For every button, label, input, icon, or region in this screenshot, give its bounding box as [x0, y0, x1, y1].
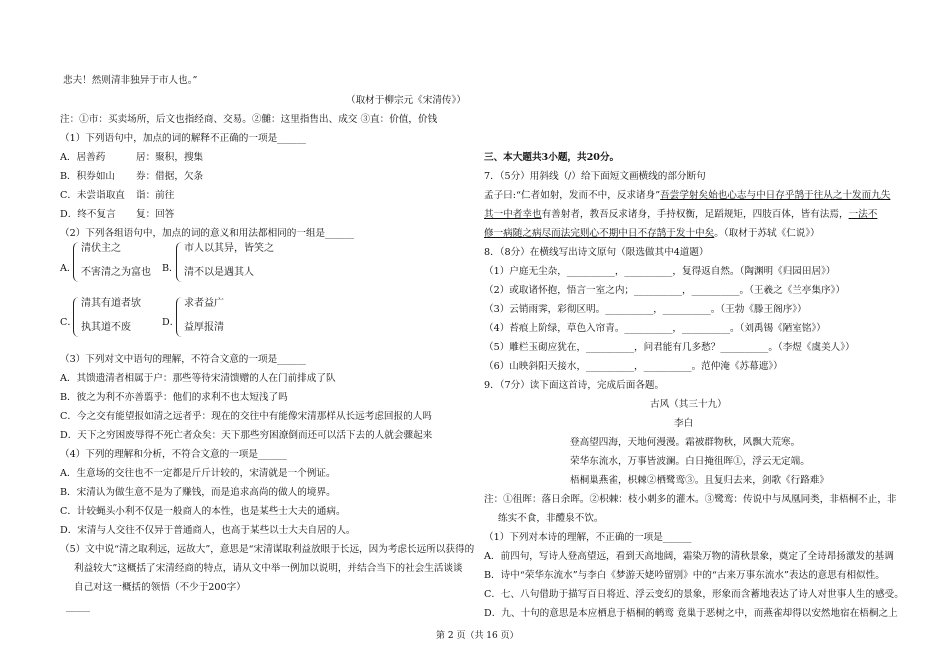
q2-option-b-brace — [176, 242, 183, 282]
poem-note-1: 注：①徂晖：落日余晖。②枳棘：枝小刺多的灌木。③鹭鸾：传说中与凤凰同类，非梧桐不止，非 — [484, 494, 897, 505]
q9-option-a: A．前四句，写诗人登高望远，看到天高地阔，霜染万物的清秋景象，奠定了全诗昂扬激发的基调 — [484, 551, 894, 562]
q2-option-d-brace — [176, 297, 183, 337]
q7-text-line3 — [484, 227, 820, 240]
annotation: 注：①市：买卖场所，后文也指经商、交易。②雠：这里指售出、成交 ③直：价值，价钱 — [60, 114, 438, 125]
passage-end: 悲夫！然则清非独异于市人也。” — [63, 75, 198, 86]
q2-option-a-label: A． — [60, 263, 77, 274]
q1-option-a-expl: 居：聚积，搜集 — [136, 152, 204, 163]
poem-line-1: 登高望四海，天地何漫漫。霜被群物秋，风飘大荒寒。 — [570, 437, 801, 448]
poem-author: 李白 — [674, 418, 694, 429]
q4-option-a: A．生意场的交往也不一定都是斤斤计较的，宋清就是一个例证。 — [60, 468, 336, 479]
q8-item-5: （5）雕栏玉砌应犹在，__________，问君能有几多愁？__________。（李煜《虞美人》） — [484, 342, 855, 353]
q2-option-a-brace — [73, 242, 80, 282]
q2-option-c-label: C． — [60, 317, 77, 328]
q4-option-b: B．宋清认为做生意不是为了赚钱，而是追求高尚的做人的境界。 — [60, 487, 336, 498]
q1-option-d: D．终不复言 — [60, 209, 116, 220]
q3-option-d: D．天下之穷困废辱得不死亡者众矣：天下那些穷困潦倒而还可以活下去的人就会骤起来 — [60, 430, 433, 441]
q7-underlined-2a: 其一中者幸也 — [484, 209, 542, 220]
q2-option-b-line2: 清不以是遇其人 — [184, 267, 254, 278]
q8-item-4: （4）苔痕上阶绿，草色入帘青。__________，__________。（刘禹锡《陋室铭》） — [484, 323, 826, 334]
q8-item-6: （6）山映斜阳天接水，__________，__________。范仲淹《苏幕遮》） — [484, 361, 783, 372]
q2-option-c-line1: 清其有道者欤 — [81, 298, 141, 309]
q7-text-line1 — [484, 189, 890, 202]
q3-option-b: B．彼之为利不亦善翦乎：他们的求利不也太短浅了吗 — [60, 392, 288, 403]
q7-text-2b: 有善射者，教吾反求诸身，手持权衡，足蹈规矩，四肢百体，皆有法焉， — [541, 209, 849, 220]
q7-text-line2 — [484, 208, 877, 221]
q7-underlined-1b: 吾尝学射矣始也心志与中日存乎鹄于往从之十发而九失 — [660, 190, 891, 201]
q2-option-d-line2: 益厚报清 — [184, 322, 224, 333]
q2-option-d-line1: 求者益广 — [184, 298, 224, 309]
q2-option-b-label: B． — [162, 263, 179, 274]
poem-line-2: 荣华东流水，万事皆波澜。白日掩徂晖①，浮云无定端。 — [570, 456, 810, 467]
question-2: （2）下列各组语句中，加点的词的意义和用法都相同的一组是______ — [60, 228, 354, 239]
q1-option-b: B．积券如山 — [60, 171, 116, 182]
q9-option-b: B．诗中“荣华东流水”与李白《梦游天姥吟留别》中的“古来万事东流水”表达的意思有相似性。 — [484, 570, 885, 581]
q8-item-2: （2）或取诸怀抱，悟言一室之内；__________，__________。（王羲之《兰亭集序》） — [484, 285, 846, 296]
question-7: 7．（5分）用斜线（/）给下面短文画横线的部分断句 — [484, 171, 706, 182]
q7-underlined-2c: 一法不 — [848, 209, 878, 220]
q2-option-c-line2: 执其道不废 — [81, 322, 131, 333]
q9-option-c: C．七、八句借助于描写百日将近、浮云变幻的景象，形象而含蓄地表达了诗人对世事人生的感受。 — [484, 589, 904, 600]
question-5-line2: 利益较大”这概括了宋清经商的特点，请从文中举一例加以说明，并结合当下的社会生活谈谈 — [74, 563, 463, 574]
q7-underlined-3a: 修一病随之病尽而法完则心不期中日不存鹄于发十中矣 — [484, 228, 715, 239]
q7-text-1a: 孟子曰:“仁者如射，发而不中，反求诸身” — [484, 190, 661, 201]
answer-blank: _____ — [66, 601, 90, 612]
q8-item-3: （3）云销雨霁，彩彻区明。__________，__________。（王勃《滕王阁序》） — [484, 304, 807, 315]
q8-item-1: （1）户庭无尘杂，__________，__________，复得返自然。（陶渊明《归园田居》） — [484, 266, 836, 277]
q3-option-c: C．今之交有能望报如清之远者乎：现在的交往中有能像宋清那样从长远考虑回报的人吗 — [60, 411, 432, 422]
q7-text-3b: 。（取材于苏轼《仁说》） — [714, 228, 820, 239]
q2-option-c-brace — [73, 297, 80, 337]
poem-line-3: 梧桐巢燕雀，枳棘②栖鹭鸾③。且复归去来，剑歌《行路难》 — [570, 475, 830, 486]
q1-option-c: C．未尝诣取直 — [60, 190, 125, 201]
q2-option-a-line1: 清伏主之 — [81, 243, 121, 254]
q2-option-d-label: D． — [162, 317, 180, 328]
q9-sub-1: （1）下列对本诗的理解，不正确的一项是______ — [484, 532, 692, 543]
q2-option-a-line2: 不害清之为富也 — [81, 267, 151, 278]
q1-option-a: A．居善药 — [60, 152, 106, 163]
question-4: （4）下列的理解和分析，不符合文意的一项是______ — [60, 449, 287, 460]
q1-option-b-expl: 券：借据，欠条 — [136, 171, 204, 182]
q4-option-c: C．计较蝇头小利不仅是一般商人的本性，也是某些士大夫的通病。 — [60, 506, 346, 517]
q1-option-c-expl: 诣：前往 — [136, 190, 175, 201]
question-1: （1）下列语句中，加点的词的解释不正确的一项是______ — [60, 133, 306, 144]
question-5-line1: （5）文中说“清之取利远，远故大”，意思是“宋清谋取利益放眼于长远，因为考虑长远所以获得的 — [60, 544, 475, 555]
poem-note-2: 练实不食，非醴泉不饮。 — [498, 513, 604, 524]
question-8: 8．（8分）在横线写出诗文原句（限选做其中4道题） — [484, 247, 709, 258]
q2-option-b-line1: 市人以其异，皆笑之 — [184, 243, 274, 254]
poem-title: 古风（其三十九） — [650, 399, 727, 410]
q9-option-d: D．九、十句的意思是本应栖息于梧桐的鹌鸾 竟巢于恶树之中，而燕雀却得以安然地宿在梧桐之上 — [484, 608, 898, 619]
question-3: （3）下列对文中语句的理解，不符合文意的一项是______ — [60, 354, 306, 365]
source-citation: （取材于柳宗元《宋清传》） — [346, 95, 466, 106]
question-5-line3: 自己对这一概括的领悟（不少于200字） — [74, 582, 246, 593]
question-9: 9．（7分）读下面这首诗，完成后面各题。 — [484, 380, 665, 391]
q3-option-a: A．其馈遗清者相属于户：那些等待宋清馈赠的人在门前排成了队 — [60, 373, 336, 384]
q4-option-d: D．宋清与人交往不仅异于普通商人，也高于某些以士大夫自居的人。 — [60, 525, 356, 536]
section-3-heading: 三、本大题共3小题，共20分。 — [484, 152, 620, 163]
page-footer: 第 2 页（共 16 页） — [436, 631, 519, 641]
q1-option-d-expl: 复：回答 — [136, 209, 175, 220]
